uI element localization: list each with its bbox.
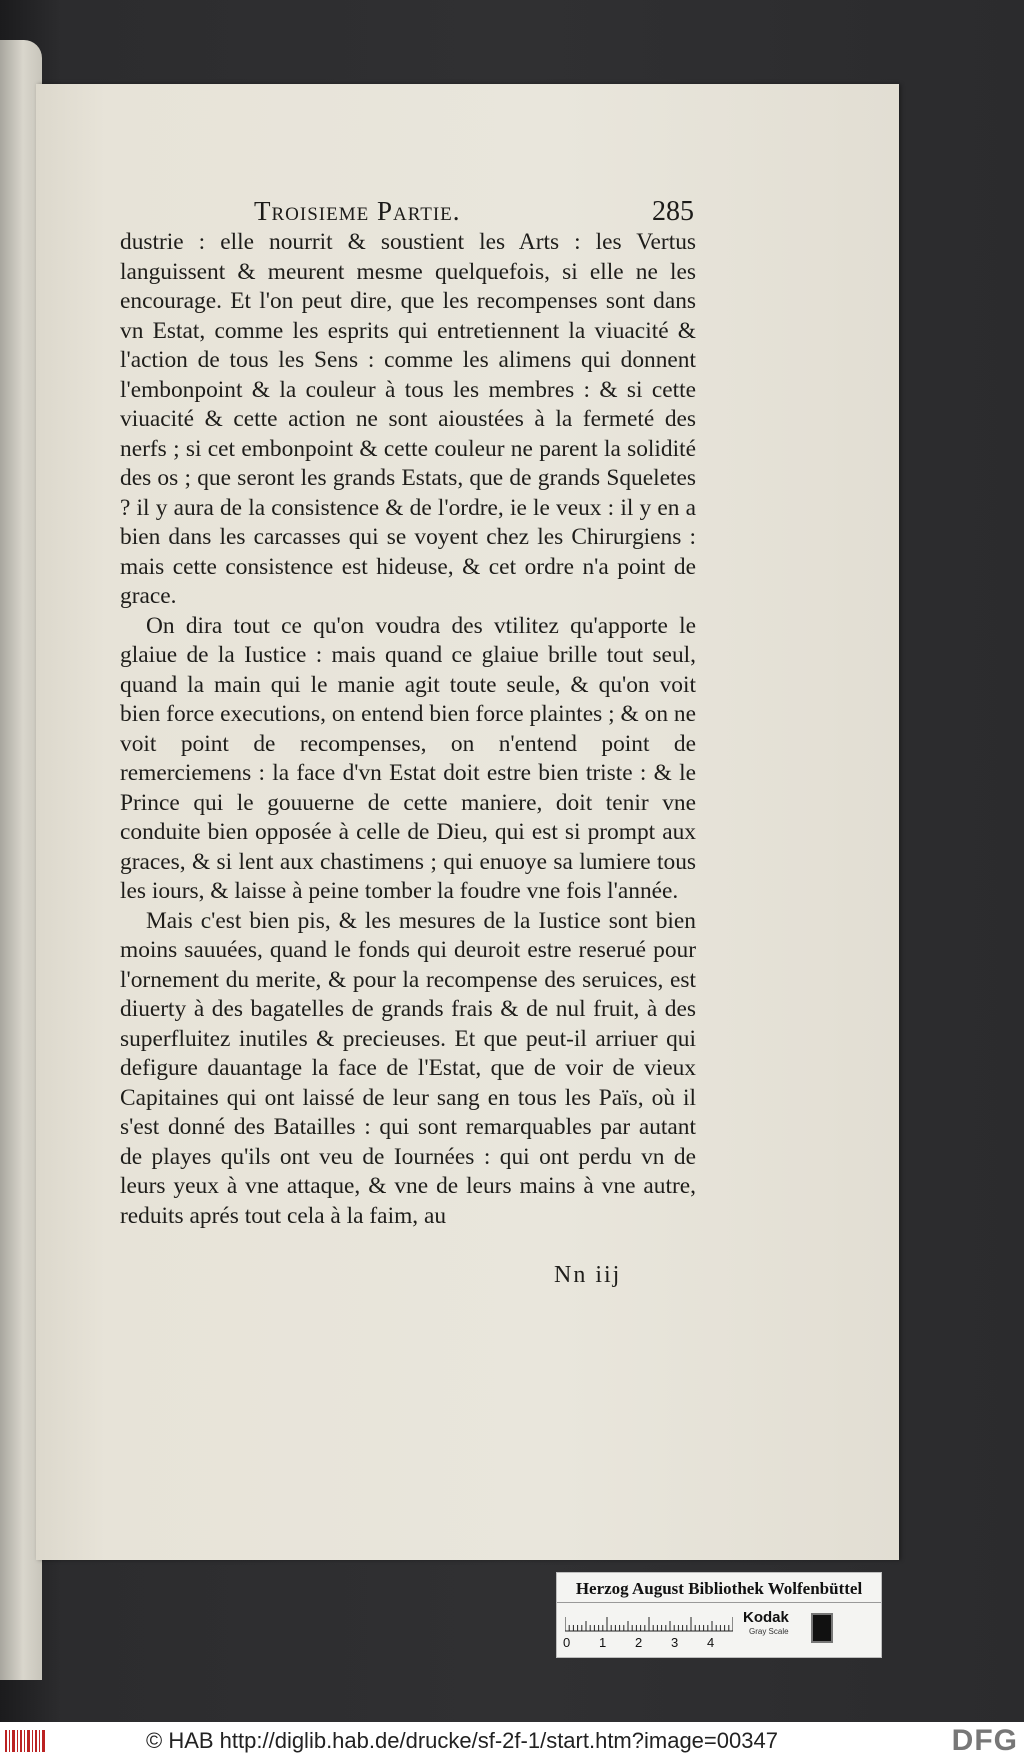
ruler-icon [565, 1611, 733, 1633]
ruler-label: 1 [599, 1635, 607, 1650]
page-number: 285 [652, 196, 694, 227]
library-name: Herzog August Bibliothek Wolfenbüttel [557, 1579, 881, 1603]
running-head: Troisieme Partie. [254, 196, 461, 226]
body-text [120, 228, 696, 1231]
paragraph: On dira tout ce qu'on voudra des vtilitez qu'apporte le glaiue de la Iustice : mais quand ce glaiue brille tout seul, quand la main qui le manie agit toute seule, & qu'on voit bien force executions, on entend bien force plaintes ; & on ne voit point de recompenses, on n'entend point de remerciemens : la face d'vn Estat doit estre bien triste : & le Prince qui le gouuerne de cette maniere, doit tenir vne conduite bien opposée à celle de Dieu, qui est si prompt aux graces, & si lent aux chastimens ; qui enuoye sa lumiere tous les iours, & laisse à peine tomber la foudre vne fois l'année. [120, 612, 696, 904]
copyright-link[interactable]: © HAB http://diglib.hab.de/drucke/sf-2f-1/start.htm?image=00347 [146, 1728, 778, 1753]
barcode-icon [4, 1728, 46, 1754]
ruler-label: 0 [563, 1635, 571, 1650]
page-header [254, 196, 694, 230]
kodak-label: Kodak [743, 1609, 789, 1626]
ruler-label: 4 [707, 1635, 715, 1650]
paragraph: dustrie : elle nourrit & soustient les Arts : les Vertus languissent & meurent mesme quelquefois, si elle ne les encourage. Et l'on peut dire, que les recompenses sont dans vn Estat, comme les esprits qui entretiennent la viuacité & l'action de tous les Sens : comme les alimens qui donnent l'embonpoint & la couleur à tous les membres : & si cette viuacité & cette action ne sont aioustées à la fermeté des nerfs ; si cet embonpoint & cette couleur ne parent la solidité des os ; que seront les grands Estats, que de grands Squeletes ? il y aura de la consistence & de l'ordre, ie le veux : il y en a bien dans les carcasses qui se voyent chez les Chirurgiens : mais cette consistence est hideuse, & cet ordre n'a point de grace. [120, 229, 696, 609]
ruler-label: 2 [635, 1635, 643, 1650]
gray-swatch [811, 1613, 833, 1643]
ruler-label: 3 [671, 1635, 679, 1650]
grayscale-label: Gray Scale [749, 1627, 789, 1636]
paragraph: Mais c'est bien pis, & les mesures de la Iustice sont bien moins sauuées, quand le fonds qui deuroit estre reserué pour l'ornement du merite, & pour la recompense des seruices, est diuerty à des bagatelles de grands frais & de nul fruit, à des superfluitez inutiles & precieuses. Et que peut-il arriuer qui defigure dauantage la face de l'Estat, que de voir de vieux Capitaines qui ont laissé de leur sang en tous les Païs, où il s'est donné des Batailles : qui sont remarquables par autant de playes qu'ils ont veu de Iournées : qui ont perdu vn de leurs yeux à vne attaque, & vne de leurs mains à vne autre, reduits aprés tout cela à la faim, au [120, 907, 696, 1229]
viewer-footer [0, 1722, 1024, 1759]
dfg-logo: DFG [951, 1724, 1018, 1757]
signature-mark: Nn iij [554, 1262, 622, 1288]
color-calibration-card [556, 1572, 882, 1658]
